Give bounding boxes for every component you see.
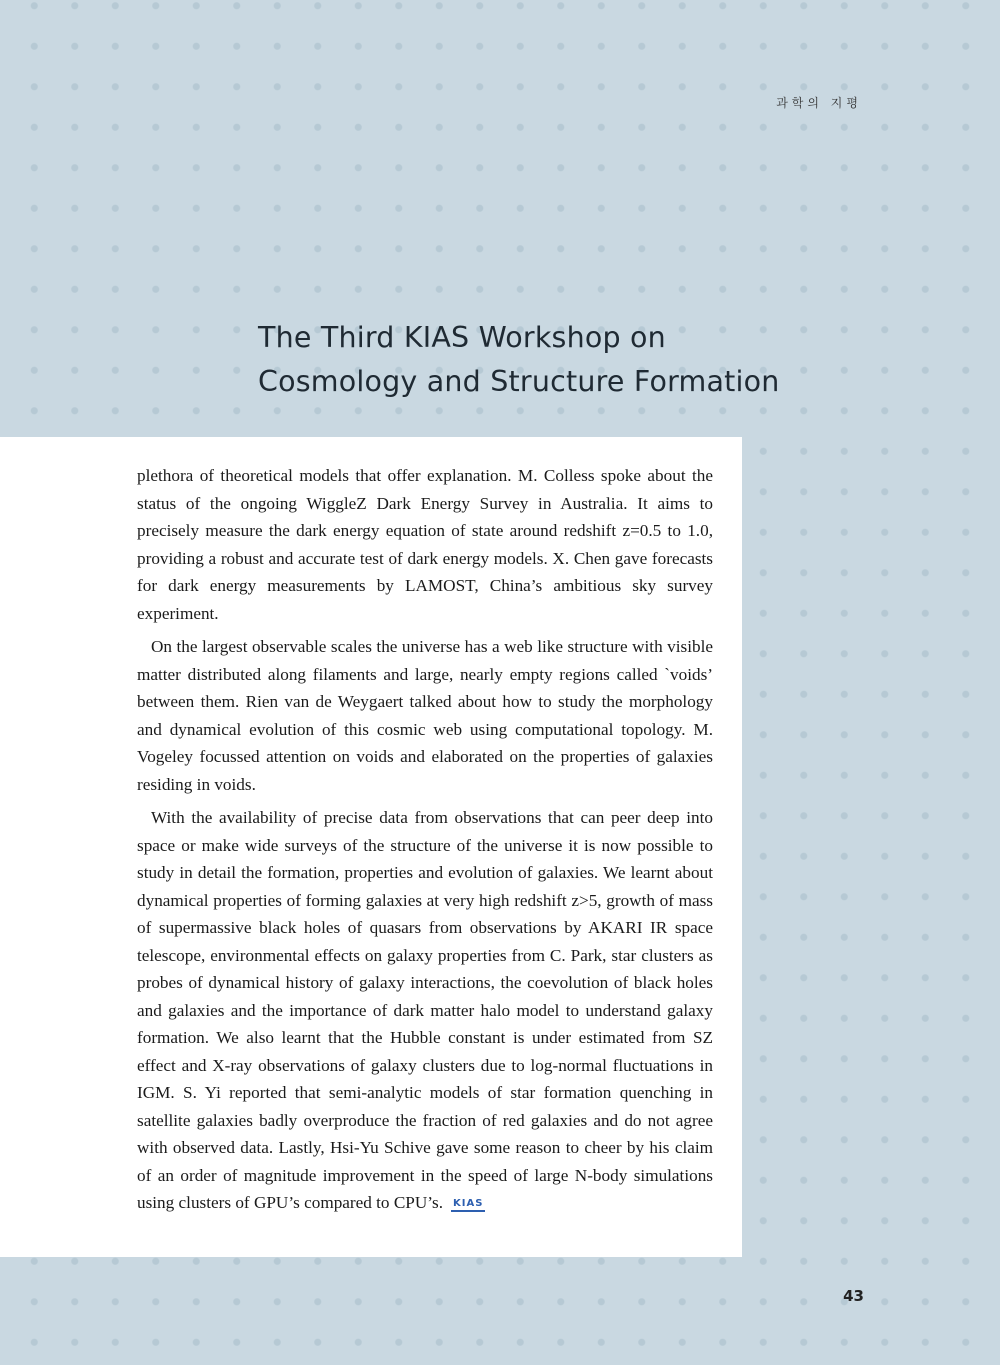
article-title [258,316,780,404]
kias-logo-icon: KIAS [451,1198,485,1212]
paragraph-1-text: plethora of theoretical models that offer explanation. M. Colless spoke about the status of the ongoing WiggleZ Dark Energy Survey in Australia. It aims to precisely measure the dark energy equation of state around redshift z=0.5 to 1.0, providing a robust and accurate test of dark energy models. X. Chen gave forecasts for dark energy measurements by LAMOST, China’s ambitious sky survey experiment. [137,466,713,623]
title-line-1: The Third KIAS Workshop on [258,321,666,354]
article-body [137,462,713,1223]
section-label: 과학의 지평 [776,96,862,110]
page-number: 43 [843,1287,864,1305]
paragraph-2-text: On the largest observable scales the universe has a web like structure with visible matter distributed along filaments and large, nearly empty regions called `voids’ between them. Rien van de Weygaert talked about how to study the morphology and dynamical evolution of this cosmic web using computational topology. M. Vogeley focussed attention on voids and elaborated on the properties of galaxies residing in voids. [137,637,713,794]
paragraph-3 [137,804,713,1217]
title-line-2: Cosmology and Structure Formation [258,365,780,398]
paragraph-3-text: With the availability of precise data from observations that can peer deep into space or make wide surveys of the structure of the universe it is now possible to study in detail the formation, properties and evolution of galaxies. We learnt about dynamical properties of forming galaxies at very high redshift z>5, growth of mass of supermassive black holes of quasars from observations by AKARI IR space telescope, environmental effects on galaxy properties from C. Park, star clusters as probes of dynamical history of galaxy interactions, the coevolution of black holes and galaxies and the importance of dark matter halo model to understand galaxy formation. We also learnt that the Hubble constant is under estimated from SZ effect and X-ray observations of galaxy clusters due to log-normal fluctuations in IGM. S. Yi reported that semi-analytic models of star formation quenching in satellite galaxies badly overproduce the fraction of red galaxies and do not agree with observed data. Lastly, Hsi-Yu Schive gave some reason to cheer by his claim of an order of magnitude improvement in the speed of large N-body simulations using clusters of GPU’s compared to CPU’s. [137,808,713,1212]
paragraph-1 [137,462,713,627]
paragraph-2 [137,633,713,798]
